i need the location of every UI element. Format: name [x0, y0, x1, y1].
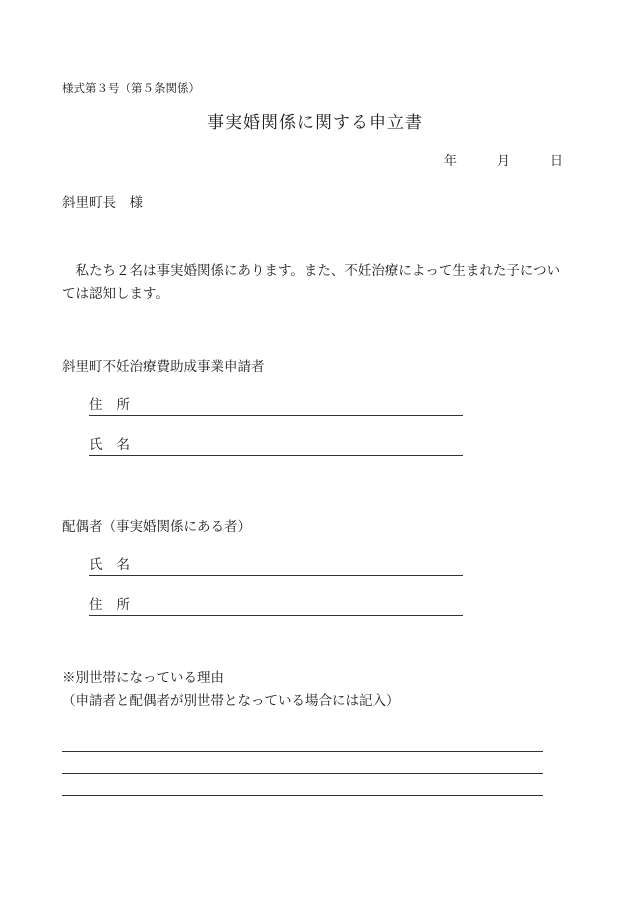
date-month-label: 月 [496, 154, 510, 169]
statement-text: 私たち２名は事実婚関係にあります。また、不妊治療によって生まれた子については認知します。 [62, 263, 561, 302]
spouse-name-label: 氏名 [89, 557, 144, 573]
applicant-name-field[interactable] [89, 435, 463, 456]
addressee: 斜里町長 様 [62, 195, 143, 211]
spouse-address-field[interactable] [89, 595, 463, 616]
applicant-address-field[interactable] [89, 395, 463, 416]
date-year-label: 年 [443, 154, 457, 169]
form-number: 様式第３号（第５条関係） [62, 81, 200, 95]
document-title: 事実婚関係に関する申立書 [207, 113, 423, 133]
spouse-heading: 配偶者（事実婚関係にある者） [62, 519, 251, 535]
separate-household-heading: ※別世帯になっている理由 [62, 670, 224, 686]
reason-line[interactable] [62, 773, 543, 774]
separate-household-note: （申請者と配偶者が別世帯となっている場合には記入） [62, 693, 400, 709]
date-day-label: 日 [549, 154, 563, 169]
date-row [444, 150, 563, 169]
applicant-heading: 斜里町不妊治療費助成事業申請者 [62, 359, 265, 375]
applicant-name-label: 氏名 [89, 437, 144, 453]
reason-line[interactable] [62, 751, 543, 752]
spouse-address-label: 住所 [89, 597, 144, 613]
spouse-name-field[interactable] [89, 555, 463, 576]
applicant-address-label: 住所 [89, 397, 144, 413]
reason-line[interactable] [62, 795, 543, 796]
